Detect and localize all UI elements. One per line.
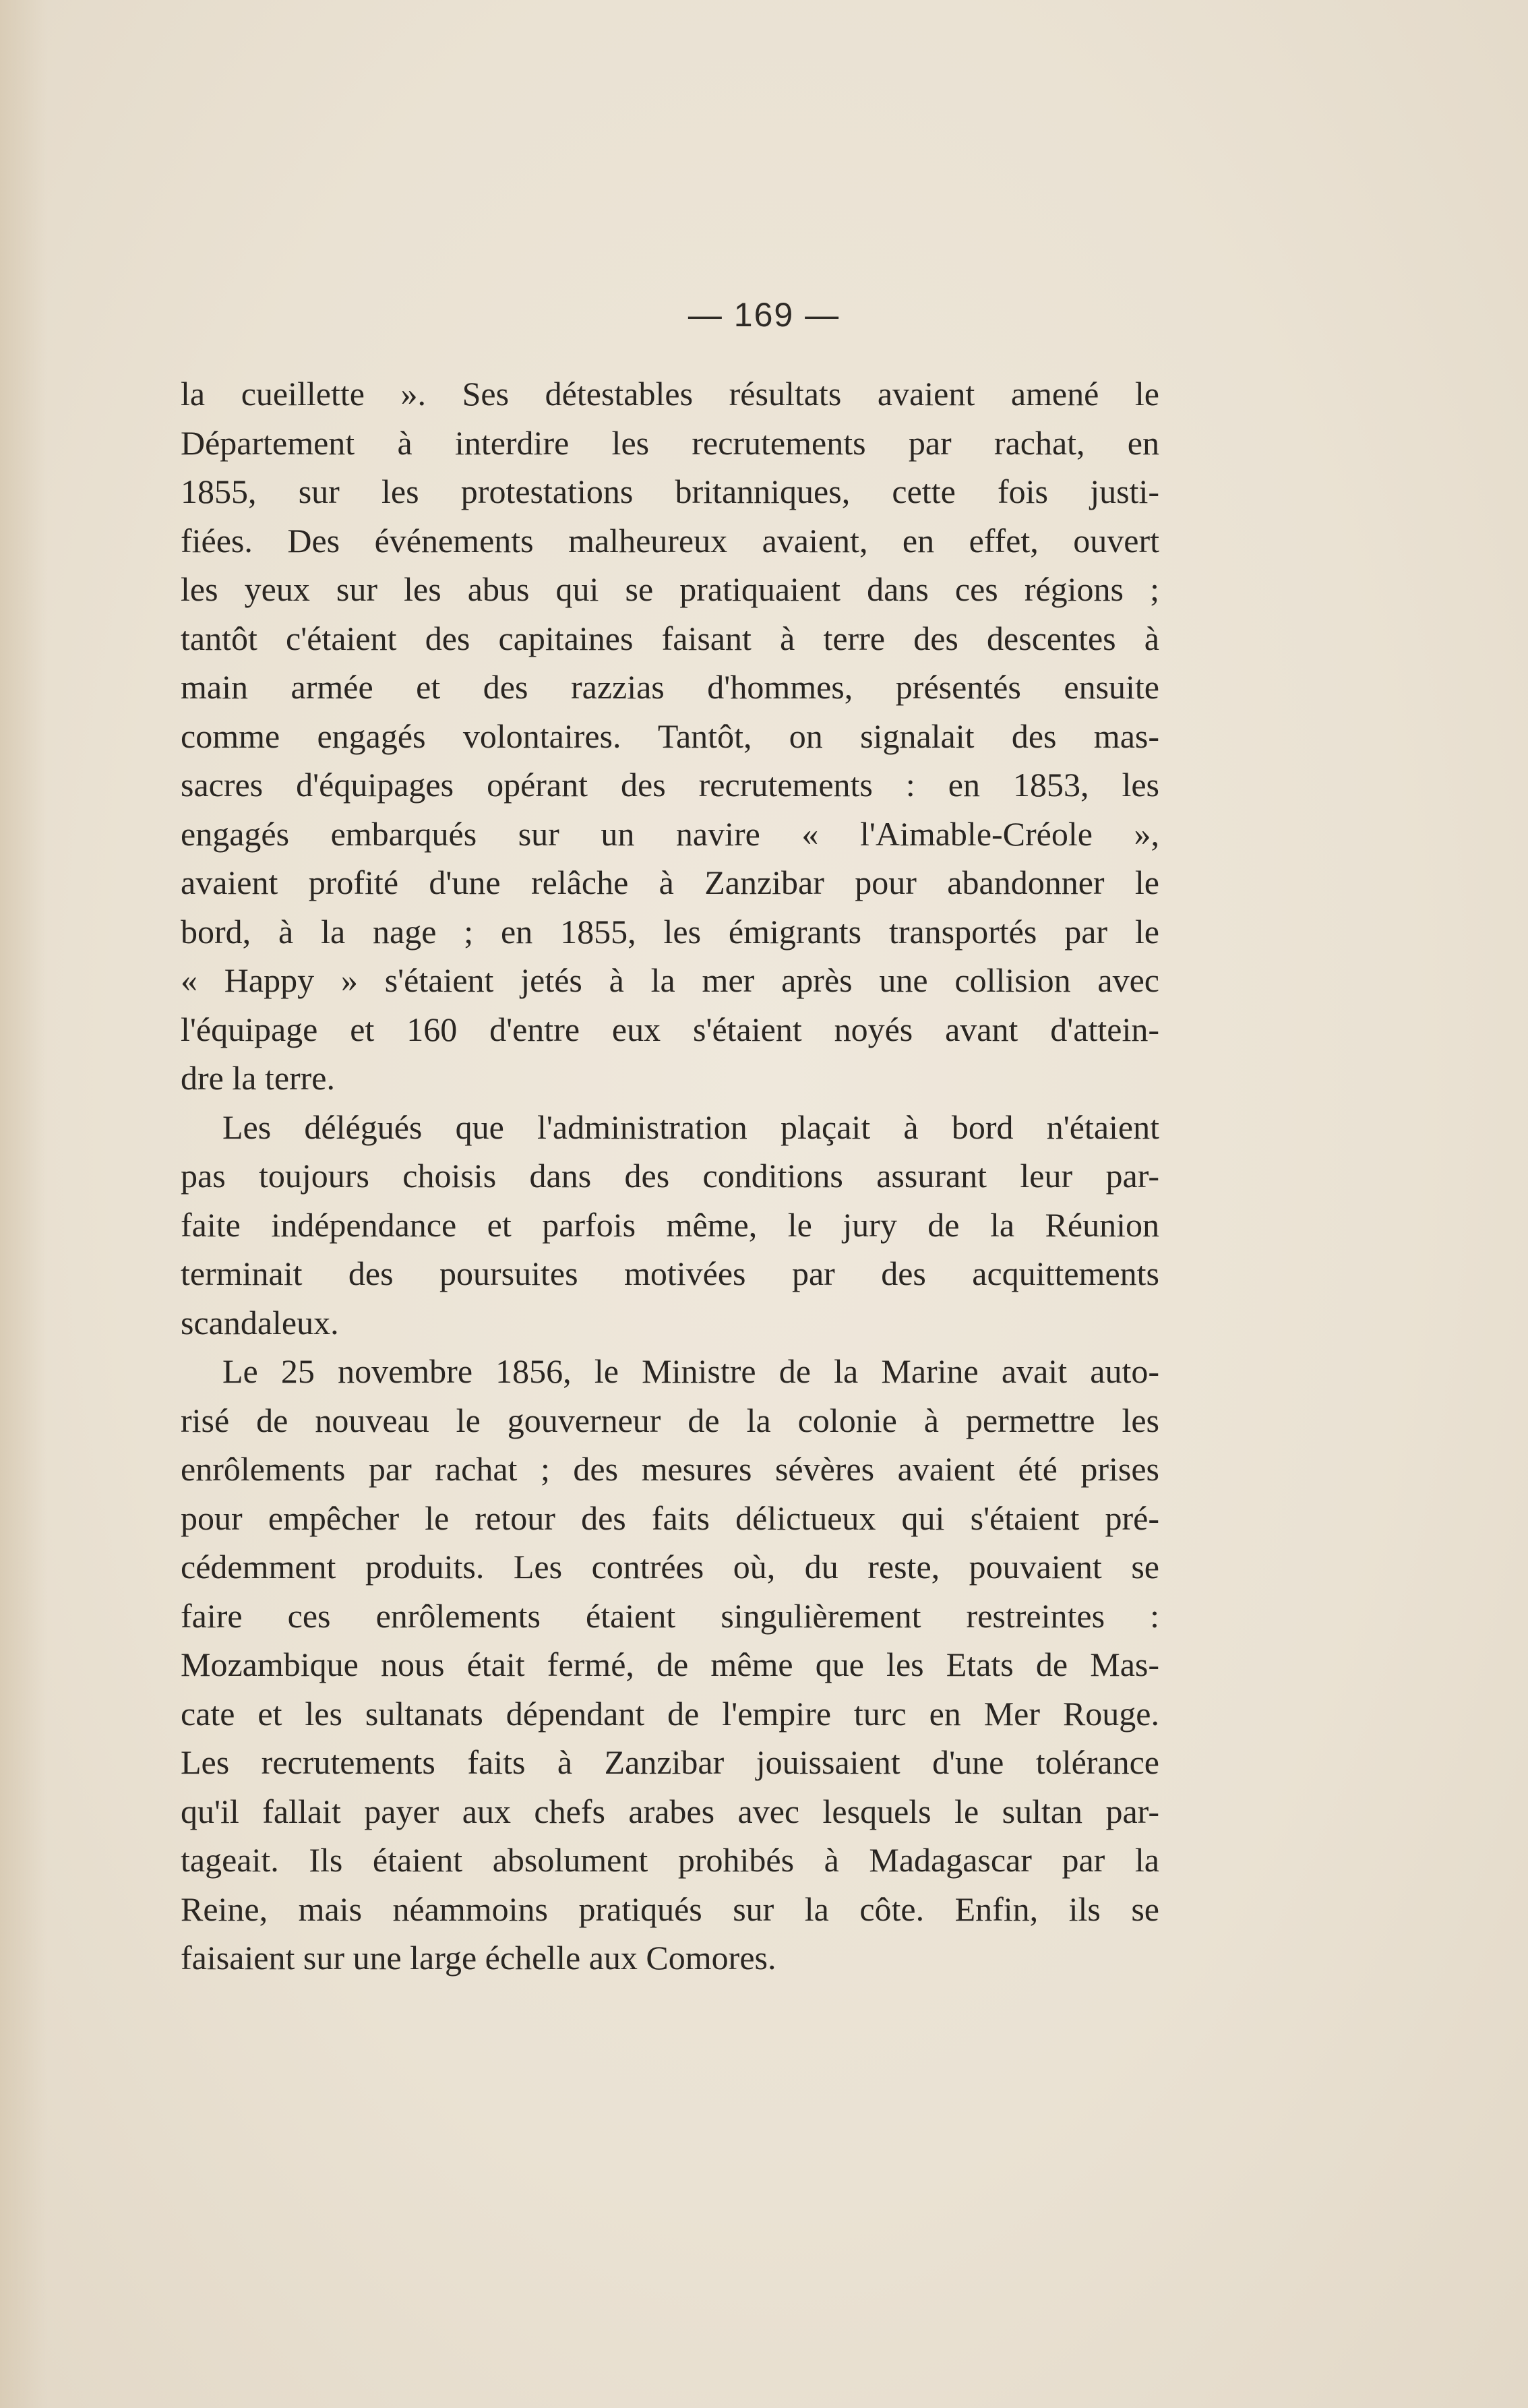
text-line: 1855, sur les protestations britanniques, cette fois justi- bbox=[181, 473, 1159, 510]
text-line: engagés embarqués sur un navire « l'Aimable-Créole », bbox=[181, 814, 1159, 853]
text-line: l'équipage et 160 d'entre eux s'étaient noyés avant d'attein- bbox=[181, 1010, 1159, 1048]
text-line: fiées. Des événements malheureux avaient, en effet, ouvert bbox=[181, 521, 1159, 560]
page-edge-shadow bbox=[0, 0, 47, 2408]
text-line: Département à interdire les recrutements par rachat, en bbox=[181, 423, 1159, 462]
text-line: faite indépendance et parfois même, le jury de la Réunion bbox=[181, 1205, 1159, 1244]
text-line: pas toujours choisis dans des conditions assurant leur par- bbox=[181, 1157, 1159, 1195]
text-line: qu'il fallait payer aux chefs arabes avec lesquels le sultan par- bbox=[181, 1792, 1159, 1830]
text-line: cédemment produits. Les contrées où, du reste, pouvaient se bbox=[181, 1548, 1159, 1586]
text-line: comme engagés volontaires. Tantôt, on signalait des mas- bbox=[181, 717, 1159, 755]
text-line: enrôlements par rachat ; des mesures sévères avaient été prises bbox=[181, 1450, 1159, 1488]
text-line: Les recrutements faits à Zanzibar jouissaient d'une tolérance bbox=[181, 1743, 1159, 1781]
text-line: dre la terre. bbox=[181, 1059, 336, 1097]
text-line: Les délégués que l'administration plaçait à bord n'étaient bbox=[222, 1108, 1159, 1146]
text-line: faisaient sur une large échelle aux Comores. bbox=[181, 1939, 776, 1977]
page-number: — 169 — bbox=[687, 296, 841, 334]
text-line: scandaleux. bbox=[181, 1303, 339, 1342]
text-line: la cueillette ». Ses détestables résultats avaient amené le bbox=[181, 375, 1159, 413]
text-line: « Happy » s'étaient jetés à la mer après une collision avec bbox=[181, 961, 1159, 999]
text-line: avaient profité d'une relâche à Zanzibar pour abandonner le bbox=[181, 864, 1159, 901]
text-line: les yeux sur les abus qui se pratiquaient dans ces régions ; bbox=[181, 570, 1159, 608]
text-line: pour empêcher le retour des faits délictueux qui s'étaient pré- bbox=[181, 1499, 1159, 1537]
text-line: tageait. Ils étaient absolument prohibés à Madagascar par la bbox=[181, 1841, 1159, 1879]
text-line: Reine, mais néammoins pratiqués sur la côte. Enfin, ils se bbox=[181, 1890, 1159, 1928]
text-line: Mozambique nous était fermé, de même que les Etats de Mas- bbox=[181, 1646, 1159, 1683]
text-line: cate et les sultanats dépendant de l'empire turc en Mer Rouge. bbox=[181, 1694, 1159, 1733]
text-line: faire ces enrôlements étaient singulièrement restreintes : bbox=[181, 1596, 1159, 1635]
text-line: sacres d'équipages opérant des recrutements : en 1853, les bbox=[181, 766, 1159, 804]
text-line: risé de nouveau le gouverneur de la colonie à permettre les bbox=[181, 1401, 1159, 1439]
body-text bbox=[181, 369, 1159, 1983]
text-line: terminait des poursuites motivées par des acquittements bbox=[181, 1255, 1159, 1292]
text-line: tantôt c'étaient des capitaines faisant à terre des descentes à bbox=[181, 619, 1159, 657]
text-line: Le 25 novembre 1856, le Ministre de la Marine avait auto- bbox=[222, 1352, 1159, 1390]
text-line: bord, à la nage ; en 1855, les émigrants transportés par le bbox=[181, 912, 1159, 951]
text-line: main armée et des razzias d'hommes, présentés ensuite bbox=[181, 668, 1159, 706]
